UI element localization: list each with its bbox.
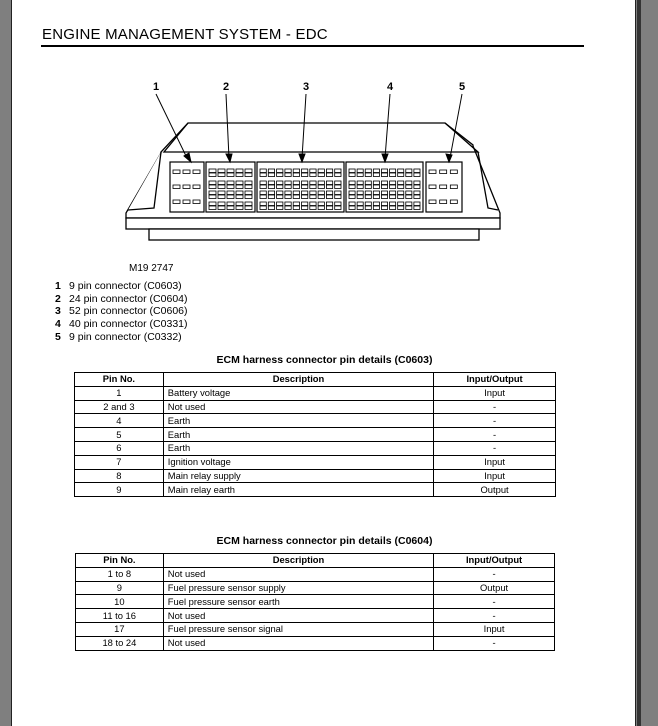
connector-pin [268,173,274,177]
connector-pin [335,202,341,206]
connector-pin [326,181,332,185]
connector-pin [365,206,371,210]
connector-pin [373,181,379,185]
connector-pin [335,185,341,189]
connector-pin [236,191,243,195]
connector-pin [318,169,324,173]
connector-pin [302,206,308,210]
table-row: 18 to 24 Not used - [76,636,555,650]
connector-pin [357,191,363,195]
table-title-c0603: ECM harness connector pin details (C0603) [216,354,433,366]
connector-pin [268,202,274,206]
connector-pin [318,195,324,199]
table-header-row [75,373,556,387]
connector-pin [277,195,283,199]
connector-pin [268,181,274,185]
connector-pin [302,181,308,185]
connector-pin [406,191,412,195]
connector-pin [365,202,371,206]
connector-pin [326,195,332,199]
connector-pin [381,169,387,173]
table-row: 2 and 3 Not used - [75,400,556,414]
connector-pin [209,185,216,189]
table-row: 11 to 16 Not used - [76,609,555,623]
legend-item: 5 9 pin connector (C0332) [55,330,182,343]
connector-pin [183,185,190,189]
connector-pin [414,169,420,173]
connector-pin [335,181,341,185]
pin-table-c0603 [74,372,556,497]
callout-2: 2 [222,81,230,93]
connector-pin [209,195,216,199]
table-row: 10 Fuel pressure sensor earth - [76,595,555,609]
connector-pin [440,185,447,189]
connector-pin [414,173,420,177]
callout-4: 4 [386,81,394,93]
connector-pin [373,185,379,189]
connector-pin [398,181,404,185]
connector-pin [302,173,308,177]
connector-pin [236,185,243,189]
connector-pin [357,195,363,199]
connector-pin [326,206,332,210]
connector-pin [293,181,299,185]
connector-pin [245,191,252,195]
connector-pin [260,191,266,195]
connector-pin [381,202,387,206]
connector-pin [293,191,299,195]
connector-pin [193,170,200,174]
connector-pin [209,206,216,210]
connector-pin [236,181,243,185]
connector-pin [373,206,379,210]
column-header: Pin No. [75,373,164,387]
table-row: 4 Earth - [75,414,556,428]
callout-3: 3 [302,81,310,93]
page-title: ENGINE MANAGEMENT SYSTEM - EDC [42,26,328,43]
table-row: 1 to 8 Not used - [76,567,555,581]
connector-pin [318,173,324,177]
connector-pin [381,173,387,177]
connector-pin [365,173,371,177]
connector-pin [277,181,283,185]
connector-pin [390,202,396,206]
callout-5: 5 [458,81,466,93]
connector-pin [381,185,387,189]
connector-pin [277,185,283,189]
connector-pin [236,173,243,177]
connector-pin [245,169,252,173]
connector-pin [293,185,299,189]
connector-pin [310,181,316,185]
connector-pin [406,173,412,177]
connector-pin [293,195,299,199]
connector-pin [390,173,396,177]
connector-pin [398,169,404,173]
connector-pin [227,169,234,173]
connector-pin [183,200,190,204]
connector-pin [209,181,216,185]
connector-pin [406,202,412,206]
connector-pin [414,206,420,210]
connector-pin [209,202,216,206]
connector-pin [310,173,316,177]
connector-pin [326,169,332,173]
connector-pin [236,195,243,199]
connector-pin [406,169,412,173]
connector-pin [293,169,299,173]
legend-item: 4 40 pin connector (C0331) [55,318,188,331]
connector-pin [277,173,283,177]
connector-pin [236,169,243,173]
connector-pin [326,191,332,195]
connector-pin [365,191,371,195]
connector-pin [414,185,420,189]
connector-pin [218,206,225,210]
connector-pin [349,181,355,185]
connector-pin [398,206,404,210]
connector-pin [293,202,299,206]
connector-pin [390,191,396,195]
column-header: Description [163,554,433,568]
connector-pin [193,185,200,189]
connector-pin [227,181,234,185]
connector-pin [373,195,379,199]
connector-pin [429,200,436,204]
connector-pin [349,195,355,199]
connector-pin [406,181,412,185]
connector-pin [381,191,387,195]
connector-pin [293,206,299,210]
connector-pin [227,202,234,206]
connector-pin [357,206,363,210]
connector-pin [318,202,324,206]
connector-pin [373,173,379,177]
connector-pin [381,195,387,199]
connector-pin [357,173,363,177]
connector-pin [285,191,291,195]
header-rule [41,45,584,47]
table-row: 9 Main relay earth Output [75,483,556,497]
connector-pin [268,169,274,173]
connector-pin [335,191,341,195]
connector-pin [349,191,355,195]
connector-pin [245,206,252,210]
connector-pin [285,181,291,185]
connector-pin [398,173,404,177]
connector-pin [381,181,387,185]
figure-code: M19 2747 [129,263,174,274]
connector-pin [390,206,396,210]
connector-pin [260,185,266,189]
connector-pin [365,169,371,173]
connector-pin [302,169,308,173]
connector-pin [227,195,234,199]
connector-pin [260,169,266,173]
connector-pin [260,202,266,206]
table-row: 5 Earth - [75,428,556,442]
connector-pin [193,200,200,204]
connector-pin [414,195,420,199]
connector-pin [260,181,266,185]
page-edge-shadow [637,0,641,726]
table-header-row [76,554,555,568]
connector-pin [277,191,283,195]
connector-pin [365,195,371,199]
connector-pin [218,191,225,195]
connector-pin [218,185,225,189]
table-row: 7 Ignition voltage Input [75,455,556,469]
connector-pin [245,181,252,185]
connector-pin [398,195,404,199]
connector-pin [326,173,332,177]
connector-pin [268,185,274,189]
connector-pin [429,170,436,174]
legend-item: 2 24 pin connector (C0604) [55,292,188,305]
connector-pin [318,191,324,195]
connector-pin [245,173,252,177]
connector-pin [268,206,274,210]
connector-pin [285,173,291,177]
legend-item: 3 52 pin connector (C0606) [55,305,188,318]
connector-pin [285,206,291,210]
connector-pin [429,185,436,189]
connector-pin [285,202,291,206]
column-header: Description [163,373,433,387]
connector-pin [209,169,216,173]
connector-pin [183,170,190,174]
connector-pin [209,191,216,195]
connector-pin [349,173,355,177]
connector-pin [245,195,252,199]
connector-pin [326,202,332,206]
connector-pin [335,169,341,173]
connector-pin [245,202,252,206]
connector-pin [245,185,252,189]
connector-pin [414,181,420,185]
table-row: 17 Fuel pressure sensor signal Input [76,622,555,636]
connector-pin [349,185,355,189]
connector-pin [285,169,291,173]
connector-pin [357,202,363,206]
connector-pin [357,185,363,189]
connector-pin [302,195,308,199]
table-row: 8 Main relay supply Input [75,469,556,483]
connector-pin [318,181,324,185]
connector-pin [277,206,283,210]
connector-pin [227,185,234,189]
callout-1: 1 [152,81,160,93]
connector-pin [335,206,341,210]
connector-pin [335,173,341,177]
table-title-c0604: ECM harness connector pin details (C0604) [216,535,433,547]
connector-pin [357,181,363,185]
connector-legend [55,280,188,344]
legend-item: 1 9 pin connector (C0603) [55,280,182,292]
column-header: Pin No. [76,554,164,568]
connector-pin [365,181,371,185]
connector-pin [357,169,363,173]
connector-pin [260,206,266,210]
connector-pin [406,206,412,210]
pin-table-c0604 [75,553,555,651]
connector-pin [349,202,355,206]
connector-pin [277,202,283,206]
connector-pin [173,185,180,189]
connector-pin [218,169,225,173]
connector-pin [302,202,308,206]
connector-pin [173,200,180,204]
column-header: Input/Output [434,373,556,387]
connector-pin [450,170,457,174]
connector-pin [227,206,234,210]
ecm-connector-diagram [12,70,637,250]
document-page [11,0,636,726]
connector-pin [398,191,404,195]
connector-pin [450,185,457,189]
connector-pin [310,185,316,189]
connector-pin [390,169,396,173]
connector-pin [414,202,420,206]
connector-pin [260,173,266,177]
connector-pin [227,191,234,195]
connector-pin [390,185,396,189]
connector-pin [335,195,341,199]
connector-pin [318,185,324,189]
connector-pin [349,206,355,210]
connector-pin [450,200,457,204]
connector-pin [310,191,316,195]
connector-pin [406,195,412,199]
connector-pin [326,185,332,189]
connector-pin [302,185,308,189]
connector-pin [310,206,316,210]
connector-pin [310,202,316,206]
connector-pin [373,202,379,206]
table-row: 9 Fuel pressure sensor supply Output [76,581,555,595]
connector-pin [277,169,283,173]
connector-pin [260,195,266,199]
table-row: 1 Battery voltage Input [75,386,556,400]
connector-pin [218,202,225,206]
connector-pin [218,195,225,199]
connector-pin [406,185,412,189]
connector-pin [373,169,379,173]
connector-pin [236,202,243,206]
connector-pin [218,181,225,185]
connector-pin [310,195,316,199]
connector-pin [302,191,308,195]
column-header: Input/Output [434,554,555,568]
connector-pin [209,173,216,177]
connector-pin [373,191,379,195]
connector-pin [390,181,396,185]
connector-pin [318,206,324,210]
connector-pin [398,202,404,206]
table-row: 6 Earth - [75,441,556,455]
connector-pin [390,195,396,199]
connector-pin [440,200,447,204]
connector-pin [440,170,447,174]
connector-pin [236,206,243,210]
connector-pin [365,185,371,189]
connector-pin [310,169,316,173]
connector-pin [414,191,420,195]
connector-pin [398,185,404,189]
connector-pin [381,206,387,210]
connector-pin [173,170,180,174]
connector-pin [268,195,274,199]
connector-pin [218,173,225,177]
connector-pin [268,191,274,195]
connector-pin [227,173,234,177]
connector-pin [285,195,291,199]
connector-pin [293,173,299,177]
connector-pin [285,185,291,189]
connector-pin [349,169,355,173]
